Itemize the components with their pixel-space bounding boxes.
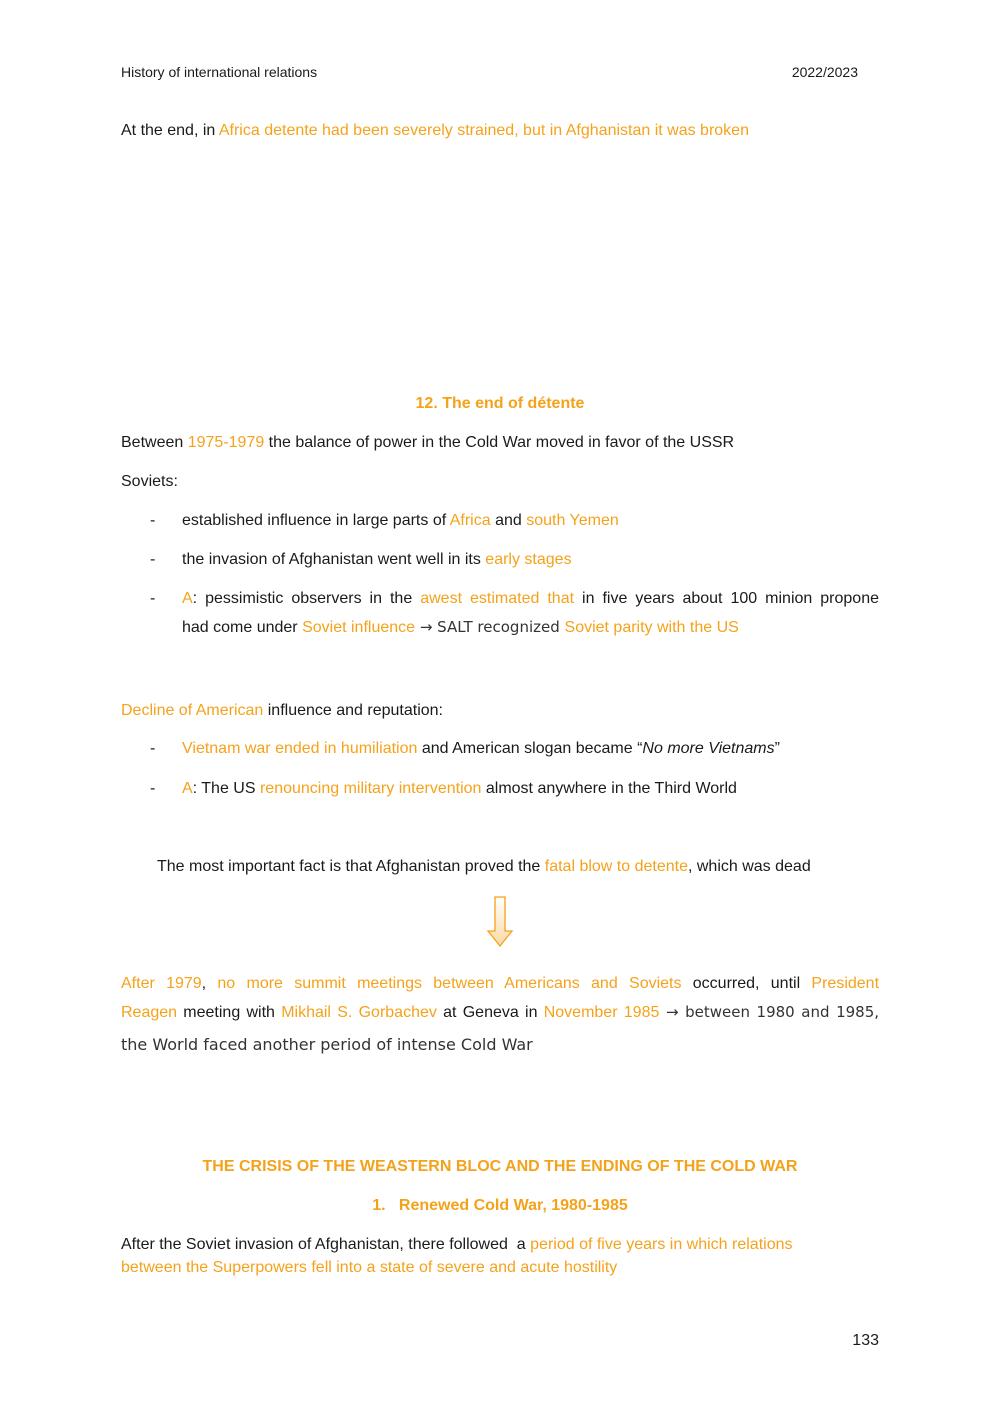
item-highlight: south Yemen: [526, 512, 619, 529]
after-highlight: November 1985: [543, 1004, 660, 1021]
item-highlight: Vietnam war ended in humiliation: [182, 740, 418, 757]
after-text: at Geneva in: [436, 1004, 544, 1021]
final-highlight: period of five years in which relations: [530, 1236, 793, 1253]
after-highlight: Mikhail S. Gorbachev: [281, 1004, 437, 1021]
item-text: ”: [774, 740, 780, 757]
after-line1: [121, 970, 879, 998]
item-text: the invasion of Afghanistan went well in its: [182, 551, 486, 568]
bullet-dash: -: [150, 551, 156, 568]
after-text: occurred, until: [681, 975, 812, 992]
important-sentence: [157, 856, 811, 878]
item-highlight: awest estimated that: [420, 590, 575, 607]
chapter-title: THE CRISIS OF THE WEASTERN BLOC AND THE ENDING OF THE COLD WAR: [202, 1158, 798, 1175]
after-highlight: After 1979: [121, 975, 202, 992]
item-highlight: Soviet parity with the US: [564, 619, 739, 636]
item-text: established influence in large parts of: [182, 512, 450, 529]
balance-sentence: [121, 432, 734, 454]
bullet-dash: -: [150, 590, 156, 607]
balance-years: 1975-1979: [187, 434, 265, 451]
decline-highlight: Decline of American: [121, 702, 264, 719]
decline-text: influence and reputation:: [263, 702, 443, 719]
list-item: [182, 546, 879, 574]
bullet-dash: -: [150, 780, 156, 797]
after-line2: [121, 998, 879, 1026]
running-header-title: History of international relations: [121, 64, 318, 80]
subsection-title: 1. Renewed Cold War, 1980-1985: [372, 1197, 628, 1214]
down-arrow-icon: [486, 896, 514, 953]
balance-text: Between: [121, 434, 188, 451]
after-text: → between 1980 and 1985,: [659, 1003, 880, 1021]
item-highlight: Soviet influence: [302, 619, 416, 636]
item-text: almost anywhere in the Third World: [481, 780, 737, 797]
item-highlight: early stages: [485, 551, 572, 568]
list-item-line1: [182, 585, 879, 613]
list-item: [182, 735, 879, 763]
after-highlight: no more summit meetings between Americans and Soviets: [217, 975, 682, 992]
page-number: 133: [852, 1332, 879, 1349]
final-line2: between the Superpowers fell into a state of severe and acute hostility: [121, 1259, 618, 1276]
item-text: → SALT recognized: [415, 618, 565, 636]
item-highlight: A: [182, 590, 193, 607]
list-item: [182, 507, 879, 535]
intro-text: At the end, in: [121, 122, 219, 139]
item-text: had come under: [182, 619, 303, 636]
balance-text-end: the balance of power in the Cold War moved in favor of the USSR: [264, 434, 735, 451]
item-highlight: Africa: [449, 512, 491, 529]
important-text: , which was dead: [687, 858, 811, 875]
final-text: After the Soviet invasion of Afghanistan, there followed a: [121, 1236, 531, 1253]
intro-highlight: Africa detente had been severely strained, but in Afghanistan it was broken: [218, 122, 749, 139]
list-item: [182, 775, 879, 803]
item-highlight: renouncing military intervention: [259, 780, 482, 797]
final-line1: [121, 1234, 793, 1256]
item-text: and: [490, 512, 527, 529]
bullet-dash: -: [150, 740, 156, 757]
item-text: in five years about 100 minion propone: [574, 590, 879, 607]
bullet-dash: -: [150, 512, 156, 529]
important-text: The most important fact is that Afghanistan proved the: [157, 858, 545, 875]
slogan: No more Vietnams: [642, 740, 775, 757]
running-header-year: 2022/2023: [791, 64, 858, 80]
item-highlight: A: [182, 780, 193, 797]
decline-heading: [121, 700, 443, 722]
soviets-label: Soviets:: [121, 473, 178, 490]
list-item-line2: [182, 613, 879, 642]
after-highlight: Reagen: [121, 1004, 178, 1021]
after-line3: the World faced another period of intense Cold War: [121, 1035, 533, 1054]
item-text: : The US: [192, 780, 260, 797]
after-highlight: President: [811, 975, 880, 992]
important-highlight: fatal blow to detente: [544, 858, 688, 875]
item-text: : pessimistic observers in the: [192, 590, 421, 607]
intro-sentence: [121, 120, 749, 142]
after-text: meeting with: [177, 1004, 282, 1021]
after-text: ,: [201, 975, 218, 992]
section-title: 12. The end of détente: [415, 395, 585, 412]
item-text: and American slogan became “: [417, 740, 643, 757]
